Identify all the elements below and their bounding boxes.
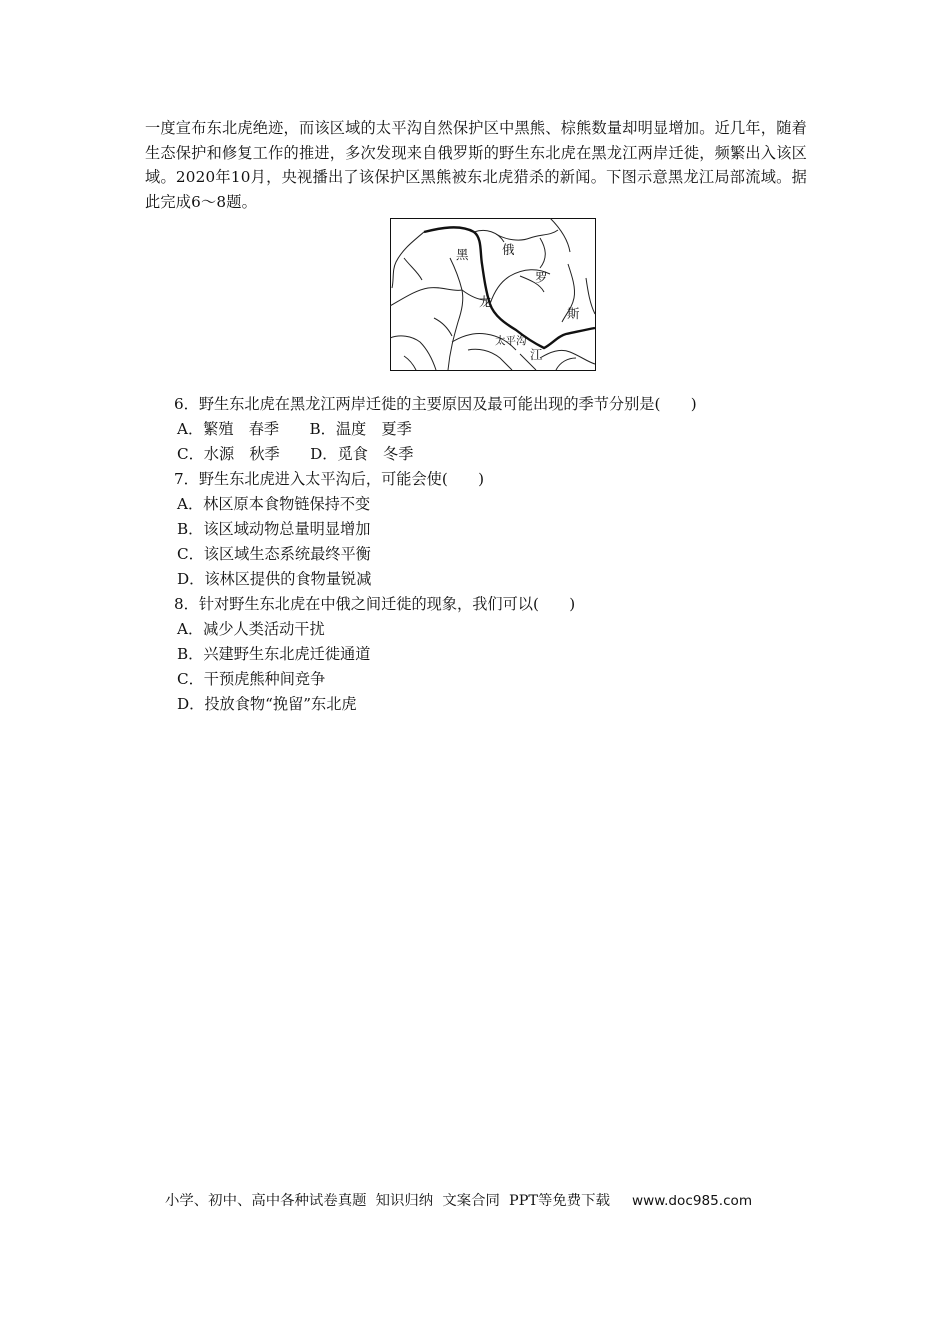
question-8-option-b: B．兴建野生东北虎迁徙通道 xyxy=(177,645,371,663)
question-8-option-c: C．干预虎熊种间竞争 xyxy=(177,670,326,688)
map-label-long: 龙 xyxy=(479,294,492,309)
question-7-option-c: C．该区域生态系统最终平衡 xyxy=(177,545,371,563)
map-label-taipinggou: 太平沟 xyxy=(495,335,527,347)
question-8-option-d: D．投放食物“挽留”东北虎 xyxy=(177,695,357,713)
passage-text: 一度宣布东北虎绝迹，而该区域的太平沟自然保护区中黑熊、棕熊数量却明显增加。近几年，随着生态保护和修复工作的推进，多次发现来自俄罗斯的野生东北虎在黑龙江两岸迁徙，频繁出入该区域。2020年10月，央视播出了该保护区黑熊被东北虎猎杀的新闻。下图示意黑龙江局部流域。据此完成6～8题。 xyxy=(145,119,807,211)
heilongjiang-map xyxy=(390,218,596,371)
question-8-option-a: A．减少人类活动干扰 xyxy=(177,620,325,638)
question-7-option-a: A．林区原本食物链保持不变 xyxy=(177,495,371,513)
footer-url[interactable]: www.doc985.com xyxy=(631,1193,753,1209)
question-7-stem: 7．野生东北虎进入太平沟后，可能会使( ) xyxy=(174,470,485,488)
question-list xyxy=(145,392,825,717)
question-7-option-b: B．该区域动物总量明显增加 xyxy=(177,520,371,538)
page-footer xyxy=(165,1191,805,1211)
map-label-e: 俄 xyxy=(502,242,515,257)
question-6-stem: 6．野生东北虎在黑龙江两岸迁徙的主要原因及最可能出现的季节分别是( ) xyxy=(174,395,697,413)
map-label-luo: 罗 xyxy=(535,270,548,285)
question-8-stem: 8．针对野生东北虎在中俄之间迁徙的现象，我们可以( ) xyxy=(174,595,576,613)
question-7-option-d: D．该林区提供的食物量锐减 xyxy=(177,570,372,588)
footer-text: 小学、初中、高中各种试卷真题 知识归纳 文案合同 PPT等免费下载 xyxy=(165,1193,610,1209)
question-6-options-cd: C．水源 秋季 D．觅食 冬季 xyxy=(177,445,414,463)
map-label-si: 斯 xyxy=(567,306,580,321)
map-label-hei: 黑 xyxy=(456,247,469,262)
question-6-options-ab: A．繁殖 春季 B．温度 夏季 xyxy=(177,420,412,438)
map-label-jiang: 江 xyxy=(530,347,543,362)
map-frame xyxy=(391,219,596,371)
